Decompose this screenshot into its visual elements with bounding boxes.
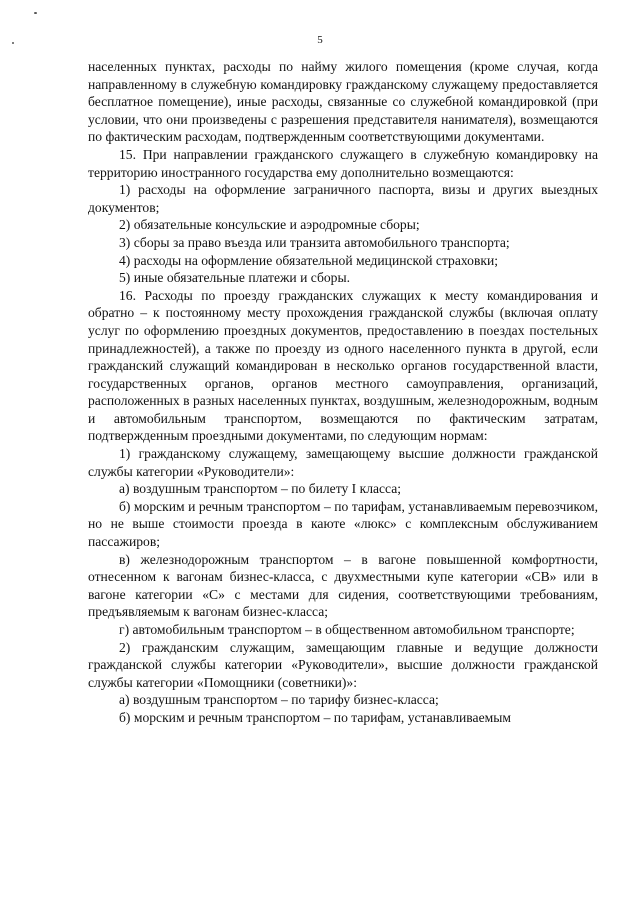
- norm-subitem-v: в) железнодорожным транспортом – в вагоне повышенной комфортности, отнесенном к вагонам бизнес-класса, с двухместными купе категории «СВ» или в вагоне категории «С» с местами для сидения, соответствующими требованиям, предъявляемым к вагонам бизнес-класса;: [88, 551, 598, 620]
- norm-subitem-a: а) воздушным транспортом – по билету I класса;: [119, 481, 402, 497]
- paragraph-continuation: населенных пунктах, расходы по найму жилого помещения (кроме случая, когда направленному в служебную командировку гражданскому служащему предоставляется бесплатное помещение), иные расходы, связанные со служебной командировкой (при условии, что они произведены с разрешения представителя нанимателя), возмещаются по фактическим расходам, подтвержденным соответствующими документами.: [88, 59, 598, 145]
- norm-subitem-b: б) морским и речным транспортом – по тарифам, устанавливаемым перевозчиком, но не выше стоимости проезда в каюте «люкс» с комплексным обслуживанием пассажиров;: [88, 498, 598, 550]
- list-item-3: 3) сборы за право въезда или транзита автомобильного транспорта;: [119, 234, 510, 250]
- page-number: 5: [317, 34, 323, 46]
- list-item-5: 5) иные обязательные платежи и сборы.: [119, 270, 351, 286]
- norm-subitem-b: б) морским и речным транспортом – по тарифам, устанавливаемым: [119, 709, 511, 725]
- norm-subitem-g: г) автомобильным транспортом – в общественном автомобильном транспорте;: [119, 622, 575, 637]
- document-body: [88, 58, 598, 727]
- norm-item-2: 2) гражданским служащим, замещающим главные и ведущие должности гражданской службы категории «Руководители», высшие должности гражданской службы категории «Помощники (советники)»:: [88, 639, 598, 690]
- norm-subitem-a: а) воздушным транспортом – по тарифу бизнес-класса;: [119, 692, 439, 708]
- paragraph-clause-15: 15. При направлении гражданского служащего в служебную командировку на территорию иностранного государства ему дополнительно возмещаются:: [88, 146, 598, 180]
- list-item-2: 2) обязательные консульские и аэродромные сборы;: [119, 217, 420, 233]
- scan-speck: [34, 12, 37, 14]
- list-item-1: 1) расходы на оформление заграничного паспорта, визы и других выездных документов;: [88, 182, 598, 215]
- norm-item-1: 1) гражданскому служащему, замещающему высшие должности гражданской службы категории «Руководители»:: [88, 446, 598, 479]
- list-item-4: 4) расходы на оформление обязательной медицинской страховки;: [119, 252, 499, 268]
- paragraph-clause-16: 16. Расходы по проезду гражданских служащих к месту командирования и обратно – к постоянному месту прохождения гражданской службы (включая оплату услуг по оформлению проездных документов, предоставлению в поездах постельных принадлежностей), а также по проезду из одного населенного пункта в другой, если гражданский служащий командирован в несколько органов государственной власти, государственных органов, органов местного самоуправления, организаций, расположенных в разных населенных пунктах, воздушным, железнодорожным, водным и автомобильным транспортом, возмещаются по фактическим затратам, подтвержденным проездными документами, по следующим нормам:: [88, 287, 598, 444]
